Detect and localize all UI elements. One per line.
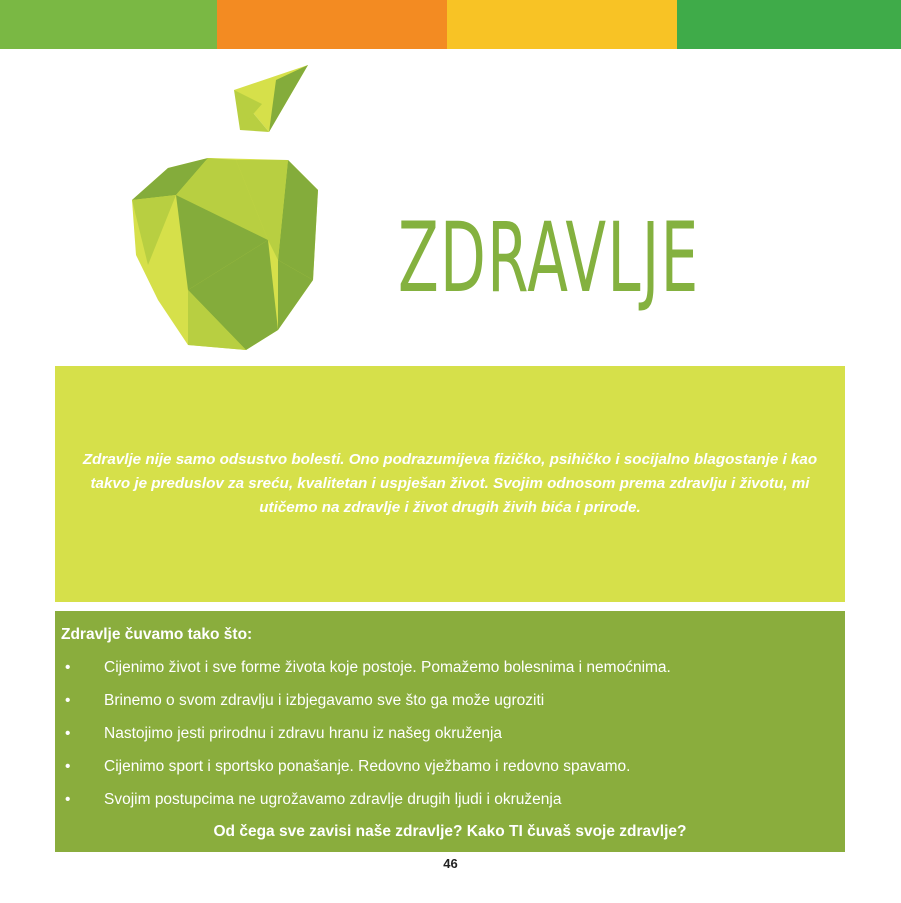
bullet-icon: • [65,758,71,775]
list-item-text: Cijenimo sport i sportsko ponašanje. Redovno vježbamo i redovno spavamo. [104,758,631,775]
list-item [61,750,845,783]
list-item-text: Svojim postupcima ne ugrožavamo zdravlje drugih ljudi i okruženja [104,791,562,808]
list-heading: Zdravlje čuvamo tako što: [61,626,253,643]
page-number: 46 [443,856,458,871]
bullet-icon: • [65,659,71,676]
color-stripe-green [0,0,217,49]
list-item-text: Brinemo o svom zdravlju i izbjegavamo sve što ga može ugroziti [104,692,545,709]
closing-question: Od čega sve zavisi naše zdravlje? Kako TI čuvaš svoje zdravlje? [213,823,687,840]
bullet-icon: • [65,692,71,709]
list-item [61,651,845,684]
list-item [61,717,845,750]
intro-box [55,366,845,602]
color-stripe [0,0,901,49]
list-item [61,684,845,717]
list-item [61,783,845,816]
intro-text: Zdravlje nije samo odsustvo bolesti. Ono podrazumijeva fizičko, psihičko i socijalno blagostanje i kao takvo je preduslov za sreću, kvalitetan i uspješan život. Svojim odnosom prema zdravlju i životu, mi utičemo na zdravlje i život drugih živih bića i prirode. [82,451,818,516]
list-item-text: Nastojimo jesti prirodnu i zdravu hranu iz našeg okruženja [104,725,503,742]
color-stripe-orange [217,0,447,49]
bullet-icon: • [65,791,71,808]
color-stripe-dark-green [677,0,901,49]
list-box [55,611,845,852]
bullet-icon: • [65,725,71,742]
apple-icon [128,60,328,352]
list-item-text: Cijenimo život i sve forme života koje postoje. Pomažemo bolesnima i nemoćnima. [104,659,671,676]
bullet-list [61,651,845,816]
page-title: ZDRAVLJE [398,202,700,314]
color-stripe-yellow [447,0,677,49]
